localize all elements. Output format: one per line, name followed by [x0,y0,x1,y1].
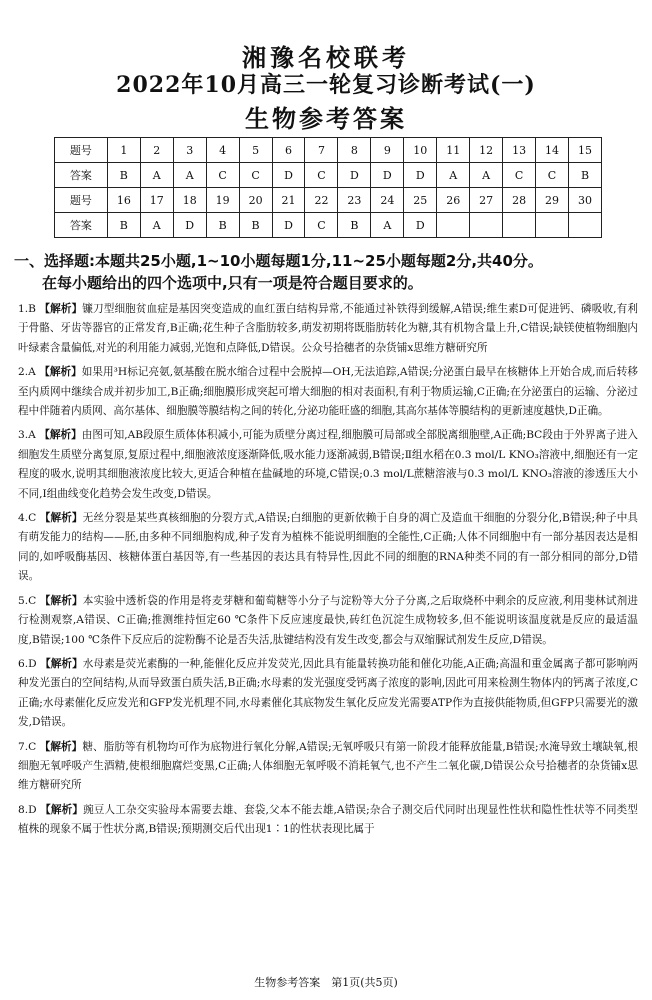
answer-table-cell: 28 [503,188,536,213]
answer-table-cell: D [404,163,437,188]
answer-table-cell [536,213,569,238]
question-answer: 6.D [18,657,37,670]
answer-table-cell: B [568,163,601,188]
answer-table-row-label: 答案 [55,163,108,188]
question-answer: 3.A [18,429,36,442]
exam-org-title: 湘豫名校联考 [242,43,410,72]
answer-table-cell [503,213,536,238]
answer-table-cell: 20 [239,188,272,213]
answer-table-cell: B [107,163,140,188]
explanation-item [18,363,638,421]
answer-table-cell: 10 [404,138,437,163]
answer-table-cell: B [107,213,140,238]
answer-table-cell: 17 [140,188,173,213]
answer-table-cell: 2 [140,138,173,163]
section-heading [14,250,644,294]
answer-table-row [55,188,602,213]
answer-table-cell: 16 [107,188,140,213]
answer-table-cell: A [437,163,470,188]
answer-table-cell [568,213,601,238]
answer-table-cell: C [305,213,338,238]
answer-table-cell: C [503,163,536,188]
explanation-tag: 【解析】 [39,740,83,753]
answer-table-row [55,163,602,188]
answer-table-cell: 6 [272,138,305,163]
explanation-item [18,300,638,358]
answer-table-cell: 27 [470,188,503,213]
explanation-text: 本实验中透析袋的作用是将麦芽糖和葡萄糖等小分子与淀粉等大分子分离,之后取烧杯中剩余的反应液,利用斐林试剂进行检测观察,A错误、C正确;推测维持恒定60 ℃条件下反应速度最快,砖红色沉淀生成物较多,但不能说明该温度就是反应的最适温度,B错误;100 ℃条件下反应后的淀粉酶不论是否失活,肽键结构没有发生改变,都会与双缩脲试剂发生反应,D错误。 [18,594,639,646]
answer-table-cell: 15 [568,138,601,163]
answer-table-cell: D [272,213,305,238]
explanation-item [18,509,638,587]
explanation-tag: 【解析】 [39,594,83,607]
explanation-text: 豌豆人工杂交实验母本需要去雄、套袋,父本不能去雄,A错误;杂合子测交后代同时出现显性性状和隐性性状等不同类型植株的现象不属于性状分离,B错误;预期测交后代出现1∶1的性状表现比属于 [18,803,638,836]
explanation-tag: 【解析】 [40,657,83,670]
answer-table-cell: 12 [470,138,503,163]
explanation-tag: 【解析】 [39,429,82,442]
explanation-text: 如果用³H标记亮氨,氨基酸在脱水缩合过程中会脱掉—OH,无法追踪,A错误;分泌蛋白最早在核糖体上开始合成,而后转移至内质网中继续合成并初步加工,B正确;细胞膜形成突起可增大细胞的相对表面积,有利于物质运输,C正确;在分泌蛋白的运输、分泌过程中伴随着内质网、高尔基体、细胞膜等膜结构之间的转化,分泌功能旺盛的细胞,其高尔基体等膜结构的更新速度越快,D正确。 [18,366,638,418]
answer-table-cell: 7 [305,138,338,163]
answer-table-cell: C [305,163,338,188]
answer-table-cell [470,213,503,238]
answer-table-cell: 25 [404,188,437,213]
explanation-list [18,300,638,845]
answer-table-cell: 3 [173,138,206,163]
answer-table-cell: 26 [437,188,470,213]
answer-table-cell: 4 [206,138,239,163]
explanation-text: 由图可知,AB段原生质体体积减小,可能为质壁分离过程,细胞膜可局部或全部脱离细胞壁,A正确;BC段由于外界离子进入细胞发生质壁分离复原,复原过程中,细胞液浓度逐渐降低,吸水能力逐渐减弱,B错误;Ⅱ组水稻在0.3 mol/L KNO₃溶液中,细胞还有一定程度的吸水,说明其细胞液浓度比较大,更适合种植在盐碱地的环境,C错误;0.3 mol/L蔗糖溶液与0.3 mol/L KNO₃溶液的渗透压大小不同,Ⅰ组曲线变化趋势会发生改变,D错误。 [18,429,638,500]
answer-table-cell: 19 [206,188,239,213]
answer-table-cell: 18 [173,188,206,213]
explanation-tag: 【解析】 [39,512,83,525]
explanation-tag: 【解析】 [39,303,83,315]
answer-table [54,137,602,238]
exam-name-title: 2022年10月高三一轮复习诊断考试(一) [116,72,536,98]
explanation-item [18,655,638,733]
answer-table-cell: D [371,163,404,188]
answer-table-cell: 9 [371,138,404,163]
answer-table-row-label: 题号 [55,138,108,163]
explanation-item [18,801,638,840]
answer-table-cell: B [338,213,371,238]
answer-table-cell: 11 [437,138,470,163]
answer-table-cell: D [272,163,305,188]
answer-table-cell: 5 [239,138,272,163]
answer-table-cell: A [140,213,173,238]
question-answer: 8.D [18,803,37,816]
section-heading-line2: 在每小题给出的四个选项中,只有一项是符合题目要求的。 [42,274,423,292]
answer-table-cell: 23 [338,188,371,213]
answer-table-row [55,138,602,163]
explanation-text: 无丝分裂是某些真核细胞的分裂方式,A错误;白细胞的更新依赖于自身的凋亡及造血干细胞的分裂分化,B错误;种子中具有萌发能力的结构——胚,由多种不同细胞构成,种子发育为植株不能说明细胞的全能性,C正确;人体不同细胞中有一部分基因表达是相同的,如呼吸酶基因、核糖体蛋白基因等,有一些基因的表达具有特异性,因此不同的细胞的RNA种类不同的有一部分相同的部分,D错误。 [18,512,639,583]
answer-table-cell: 29 [536,188,569,213]
answer-table-cell: D [173,213,206,238]
answer-table-cell: A [371,213,404,238]
answer-table-cell: C [536,163,569,188]
answer-table-cell: 24 [371,188,404,213]
answer-table-cell: D [404,213,437,238]
answer-table-cell: A [173,163,206,188]
explanation-tag: 【解析】 [40,803,84,816]
answer-table-cell: B [206,213,239,238]
answer-table-cell: 21 [272,188,305,213]
answer-table-cell: C [239,163,272,188]
answer-table-row [55,213,602,238]
explanation-text: 水母素是荧光素酶的一种,能催化反应并发荧光,因此具有能量转换功能和催化功能,A正确;高温和重金属离子都可影响两种发光蛋白的空间结构,从而导致蛋白质失活,B正确;水母素的发光强度受钙离子浓度的影响,因此可用来检测生物体内的钙离子浓度,C正确;水母素催化反应发光和GFP发光机理不同,水母素催化其底物发生氧化反应发光需要ATP作为直接供能物质,但GFP只需要光的激发,D错误。 [18,657,638,729]
question-answer: 4.C [18,512,37,525]
answer-table-cell: 14 [536,138,569,163]
answer-table-cell: 22 [305,188,338,213]
explanation-item [18,426,638,504]
explanation-text: 糖、脂肪等有机物均可作为底物进行氧化分解,A错误;无氧呼吸只有第一阶段才能释放能量,B错误;水淹导致土壤缺氧,根细胞无氧呼吸产生酒精,使根细胞腐烂变黑,C正确;人体细胞无氧呼吸不消耗氧气,也不产生二氧化碳,D错误公众号拾穗者的杂货铺x思维方糖研究所 [18,740,639,792]
explanation-item [18,592,638,650]
answer-key-title: 生物参考答案 [245,104,407,133]
question-answer: 2.A [18,366,36,379]
answer-table-cell: 30 [568,188,601,213]
explanation-item [18,738,638,796]
answer-table-cell: A [470,163,503,188]
answer-table-row-label: 题号 [55,188,108,213]
answer-table-row-label: 答案 [55,213,108,238]
page-footer: 生物参考答案 第1页(共5页) [254,976,398,989]
answer-table-cell: 13 [503,138,536,163]
question-answer: 1.B [18,303,36,315]
answer-table-cell: 1 [107,138,140,163]
question-answer: 5.C [18,594,37,607]
answer-table-cell: A [140,163,173,188]
section-heading-line1: 一、选择题:本题共25小题,1~10小题每题1分,11~25小题每题2分,共40分。 [14,252,543,270]
answer-table-cell: D [338,163,371,188]
question-answer: 7.C [18,740,37,753]
answer-table-cell: 8 [338,138,371,163]
answer-table-cell: B [239,213,272,238]
answer-table-cell [437,213,470,238]
explanation-tag: 【解析】 [39,366,82,379]
answer-table-cell: C [206,163,239,188]
explanation-text: 镰刀型细胞贫血症是基因突变造成的血红蛋白结构异常,不能通过补铁得到缓解,A错误;维生素D可促进钙、磷吸收,有利于骨骼、牙齿等器官的正常发育,B正确;花生种子含脂肪较多,萌发初期将既脂肪转化为糖,其有机物含量上升,C错误;缺镁使植物细胞内叶绿素含量偏低,对光的利用能力减弱,光饱和点降低,D错误。公众号拾穗者的杂货铺x思维方糖研究所 [18,303,638,354]
